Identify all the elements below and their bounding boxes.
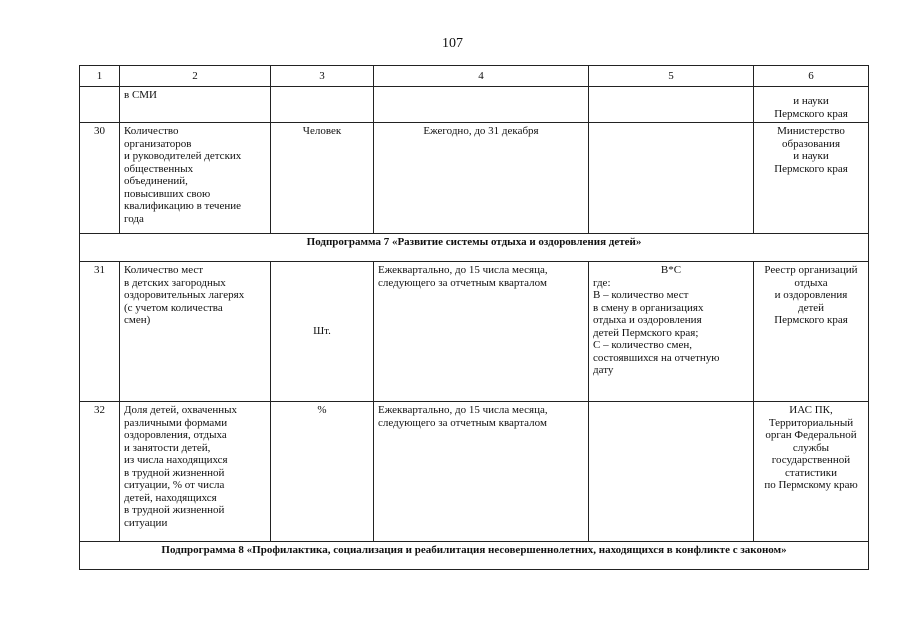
formula-expression: В*С (660, 264, 682, 276)
formula-cell (589, 402, 754, 542)
indicator-name: Количество организаторов и руководителей детских общественных объединений, повысивших свою квалификацию в течение года (120, 123, 271, 234)
column-header: 3 (271, 66, 374, 87)
formula-cell: В*С где: В – количество мест в смену в организациях отдыха и оздоровления детей Пермского края; С – количество смен, состоявшихся на отчетную дату (589, 262, 754, 402)
table-header-row (80, 66, 869, 87)
source-cell: Реестр организаций отдыха и оздоровления детей Пермского края (754, 262, 869, 402)
unit-cell: % (271, 402, 374, 542)
row-number (80, 87, 120, 123)
period-cell: Ежегодно, до 31 декабря (374, 123, 589, 234)
row-number: 30 (80, 123, 120, 234)
period-cell (374, 87, 589, 123)
row-number: 32 (80, 402, 120, 542)
table-row (80, 123, 869, 234)
column-header: 1 (80, 66, 120, 87)
table-row (80, 402, 869, 542)
subprogram-row (80, 542, 869, 570)
formula-cell (589, 123, 754, 234)
source-cell: Министерство образования и науки Пермского края (754, 123, 869, 234)
indicator-name: в СМИ (120, 87, 271, 123)
unit-cell (271, 87, 374, 123)
page-number: 107 (442, 36, 463, 51)
column-header: 2 (120, 66, 271, 87)
table-row (80, 87, 869, 123)
column-header: 4 (374, 66, 589, 87)
indicators-table (79, 65, 869, 570)
unit-cell: Шт. (271, 262, 374, 402)
source-cell: и науки Пермского края (754, 87, 869, 123)
unit-cell: Человек (271, 123, 374, 234)
column-header: 5 (589, 66, 754, 87)
period-cell: Ежеквартально, до 15 числа месяца, следующего за отчетным кварталом (374, 262, 589, 402)
indicator-name: Доля детей, охваченных различными формами оздоровления, отдыха и занятости детей, из числа находящихся в трудной жизненной ситуации, % от числа детей, находящихся в трудной жизненной ситуации (120, 402, 271, 542)
source-cell: ИАС ПК, Территориальный орган Федеральной службы государственной статистики по Пермскому краю (754, 402, 869, 542)
indicator-name: Количество мест в детских загородных оздоровительных лагерях (с учетом количества смен) (120, 262, 271, 402)
row-number: 31 (80, 262, 120, 402)
subprogram-8-title: Подпрограмма 8 «Профилактика, социализация и реабилитация несовершеннолетних, находящихся в конфликте с законом» (80, 542, 869, 570)
formula-cell (589, 87, 754, 123)
period-cell: Ежеквартально, до 15 числа месяца, следующего за отчетным кварталом (374, 402, 589, 542)
table-row (80, 262, 869, 402)
column-header: 6 (754, 66, 869, 87)
subprogram-7-title: Подпрограмма 7 «Развитие системы отдыха и оздоровления детей» (80, 234, 869, 262)
subprogram-row (80, 234, 869, 262)
